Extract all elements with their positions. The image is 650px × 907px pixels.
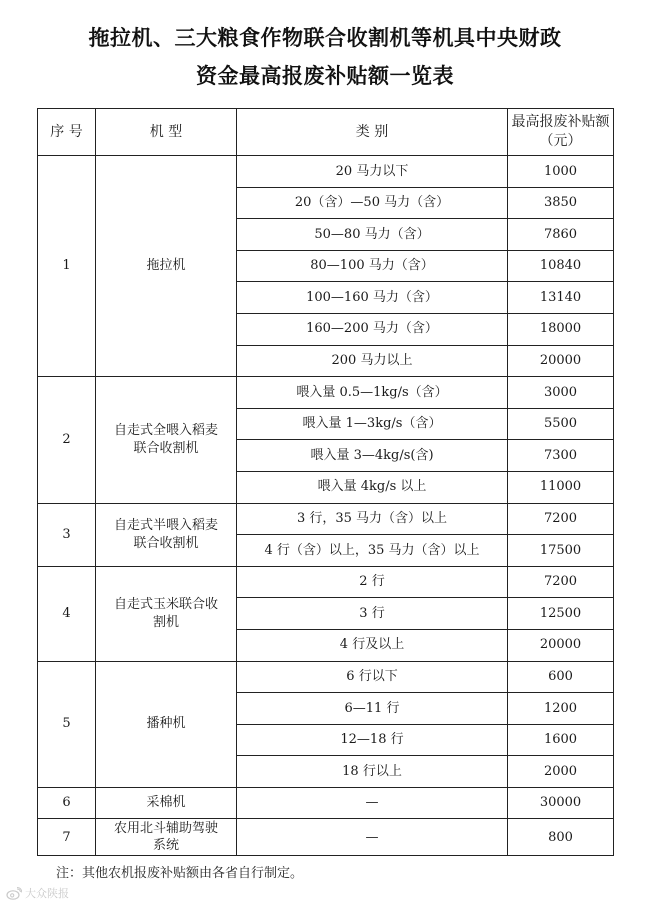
cell-amount: 30000 bbox=[508, 787, 614, 819]
table-row bbox=[38, 566, 614, 598]
cell-category: 80—100 马力（含） bbox=[237, 250, 508, 282]
document-title-line-2: 资金最高报废补贴额一览表 bbox=[196, 64, 454, 88]
cell-category: 3 行，35 马力（含）以上 bbox=[237, 503, 508, 535]
cell-category: 4 行及以上 bbox=[237, 629, 508, 661]
table-header-row bbox=[38, 109, 614, 156]
cell-category: 200 马力以上 bbox=[237, 345, 508, 377]
cell-no: 6 bbox=[38, 787, 96, 819]
cell-model: 自走式全喂入稻麦联合收割机 bbox=[96, 377, 237, 503]
cell-model: 自走式玉米联合收割机 bbox=[96, 566, 237, 661]
header-no: 序 号 bbox=[38, 109, 96, 156]
cell-model: 自走式半喂入稻麦联合收割机 bbox=[96, 503, 237, 566]
table-row bbox=[38, 377, 614, 409]
cell-no: 2 bbox=[38, 377, 96, 503]
cell-category: 6 行以下 bbox=[237, 661, 508, 693]
cell-amount: 2000 bbox=[508, 756, 614, 788]
cell-category: 2 行 bbox=[237, 566, 508, 598]
cell-amount: 800 bbox=[508, 819, 614, 856]
footnote: 注：其他农机报废补贴额由各省自行制定。 bbox=[56, 866, 304, 881]
cell-amount: 18000 bbox=[508, 313, 614, 345]
cell-model: 播种机 bbox=[96, 661, 237, 787]
document-title-line-1: 拖拉机、三大粮食作物联合收割机等机具中央财政 bbox=[88, 26, 562, 50]
table-row bbox=[38, 787, 614, 819]
cell-model: 拖拉机 bbox=[96, 156, 237, 377]
cell-category: 喂入量 3—4kg/s(含) bbox=[237, 440, 508, 472]
subsidy-table bbox=[37, 108, 614, 856]
table-row bbox=[38, 661, 614, 693]
table-row bbox=[38, 503, 614, 535]
cell-amount: 600 bbox=[508, 661, 614, 693]
cell-category: 喂入量 0.5—1kg/s（含） bbox=[237, 377, 508, 409]
cell-category: — bbox=[237, 787, 508, 819]
cell-category: 喂入量 4kg/s 以上 bbox=[237, 471, 508, 503]
cell-amount: 7200 bbox=[508, 503, 614, 535]
cell-amount: 7300 bbox=[508, 440, 614, 472]
cell-category: 3 行 bbox=[237, 598, 508, 630]
cell-category: 喂入量 1—3kg/s（含） bbox=[237, 408, 508, 440]
table-row bbox=[38, 156, 614, 188]
cell-category: 18 行以上 bbox=[237, 756, 508, 788]
header-model: 机 型 bbox=[96, 109, 237, 156]
cell-amount: 7860 bbox=[508, 219, 614, 251]
cell-category: 12—18 行 bbox=[237, 724, 508, 756]
cell-category: 160—200 马力（含） bbox=[237, 313, 508, 345]
weibo-icon bbox=[6, 887, 22, 900]
table-row bbox=[38, 819, 614, 856]
cell-category: — bbox=[237, 819, 508, 856]
watermark-text: 大众陕报 bbox=[25, 887, 69, 900]
cell-model: 农用北斗辅助驾驶系统 bbox=[96, 819, 237, 856]
cell-no: 4 bbox=[38, 566, 96, 661]
cell-category: 20 马力以下 bbox=[237, 156, 508, 188]
cell-amount: 17500 bbox=[508, 535, 614, 567]
cell-category: 50—80 马力（含） bbox=[237, 219, 508, 251]
cell-amount: 13140 bbox=[508, 282, 614, 314]
cell-category: 6—11 行 bbox=[237, 693, 508, 725]
cell-model: 采棉机 bbox=[96, 787, 237, 819]
cell-amount: 1000 bbox=[508, 156, 614, 188]
header-amount: 最高报废补贴额（元） bbox=[508, 109, 614, 156]
cell-category: 20（含）—50 马力（含） bbox=[237, 187, 508, 219]
cell-no: 1 bbox=[38, 156, 96, 377]
cell-category: 100—160 马力（含） bbox=[237, 282, 508, 314]
cell-amount: 3000 bbox=[508, 377, 614, 409]
cell-amount: 20000 bbox=[508, 345, 614, 377]
cell-amount: 11000 bbox=[508, 471, 614, 503]
cell-amount: 10840 bbox=[508, 250, 614, 282]
cell-amount: 3850 bbox=[508, 187, 614, 219]
header-category: 类 别 bbox=[237, 109, 508, 156]
table-body bbox=[38, 156, 614, 856]
cell-amount: 5500 bbox=[508, 408, 614, 440]
cell-amount: 1600 bbox=[508, 724, 614, 756]
cell-amount: 20000 bbox=[508, 629, 614, 661]
cell-no: 5 bbox=[38, 661, 96, 787]
cell-amount: 7200 bbox=[508, 566, 614, 598]
cell-amount: 12500 bbox=[508, 598, 614, 630]
cell-no: 3 bbox=[38, 503, 96, 566]
cell-no: 7 bbox=[38, 819, 96, 856]
cell-amount: 1200 bbox=[508, 693, 614, 725]
cell-category: 4 行（含）以上，35 马力（含）以上 bbox=[237, 535, 508, 567]
watermark bbox=[6, 885, 69, 901]
